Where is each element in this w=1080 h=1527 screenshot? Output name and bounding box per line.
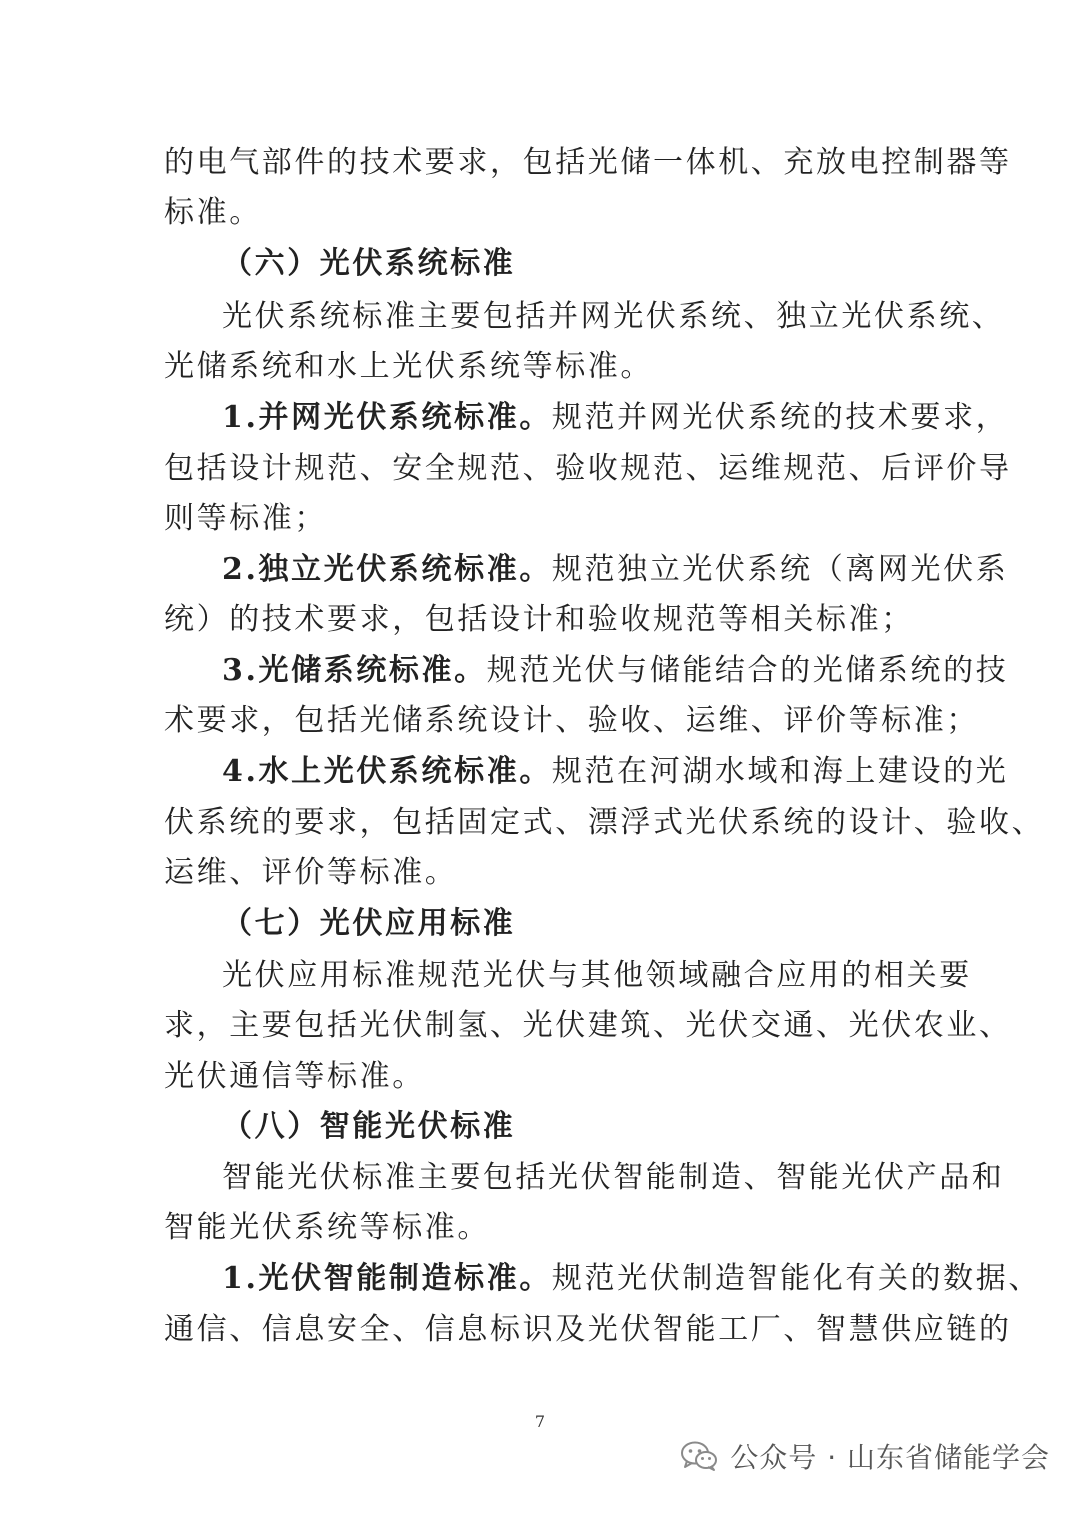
list-item-title: 3.光储系统标准。 (222, 653, 487, 688)
list-item-standalone (222, 544, 1009, 596)
watermark-text: 公众号 · 山东省储能学会 (730, 1441, 1050, 1474)
text-line: 术要求，包括光储系统设计、验收、运维、评价等标准； (164, 703, 979, 738)
text-line: 包括设计规范、安全规范、验收规范、运维规范、后评价导 (164, 451, 1012, 486)
watermark (680, 1428, 1050, 1484)
list-item-text: 规范光伏制造智能化有关的数据、 (551, 1261, 1041, 1296)
text-line: 求，主要包括光伏制氢、光伏建筑、光伏交通、光伏农业、 (164, 1008, 1012, 1043)
text-line: 光储系统和水上光伏系统等标准。 (164, 349, 653, 384)
text-line: 则等标准； (164, 501, 327, 536)
text-line: 标准。 (164, 195, 262, 230)
paragraph-first-line: 智能光伏标准主要包括光伏智能制造、智能光伏产品和 (222, 1160, 1005, 1195)
section-heading-6: （六）光伏系统标准 (222, 246, 516, 281)
list-item-title: 1.并网光伏系统标准。 (222, 400, 552, 435)
list-item-smart-manufacturing (222, 1253, 1041, 1305)
list-item-text: 规范光伏与储能结合的光储系统的技 (486, 653, 1009, 688)
list-item-title: 2.独立光伏系统标准。 (222, 552, 552, 587)
section-heading-7: （七）光伏应用标准 (222, 906, 516, 941)
text-line: 光伏通信等标准。 (164, 1059, 425, 1094)
paragraph-first-line: 光伏系统标准主要包括并网光伏系统、独立光伏系统、 (222, 299, 1005, 334)
wechat-icon (680, 1440, 718, 1472)
text-line: 通信、信息安全、信息标识及光伏智能工厂、智慧供应链的 (164, 1312, 1012, 1347)
list-item-title: 4.水上光伏系统标准。 (222, 754, 552, 789)
text-line: 运维、评价等标准。 (164, 855, 458, 890)
text-line: 智能光伏系统等标准。 (164, 1210, 490, 1245)
list-item-grid-connected (222, 392, 1009, 444)
text-line: 统）的技术要求，包括设计和验收规范等相关标准； (164, 602, 914, 637)
list-item-text: 规范并网光伏系统的技术要求， (551, 400, 1009, 435)
list-item-pv-storage (222, 645, 1009, 697)
page-number: 7 (534, 1412, 546, 1431)
list-item-title: 1.光伏智能制造标准。 (222, 1261, 552, 1296)
section-heading-8: （八）智能光伏标准 (222, 1109, 516, 1144)
list-item-floating (222, 746, 1009, 798)
text-line: 伏系统的要求，包括固定式、漂浮式光伏系统的设计、验收、 (164, 805, 1045, 840)
text-line: 的电气部件的技术要求，包括光储一体机、充放电控制器等 (164, 145, 1012, 180)
paragraph-first-line: 光伏应用标准规范光伏与其他领域融合应用的相关要 (222, 958, 972, 993)
list-item-text: 规范独立光伏系统（离网光伏系 (551, 552, 1009, 587)
list-item-text: 规范在河湖水域和海上建设的光 (551, 754, 1009, 789)
